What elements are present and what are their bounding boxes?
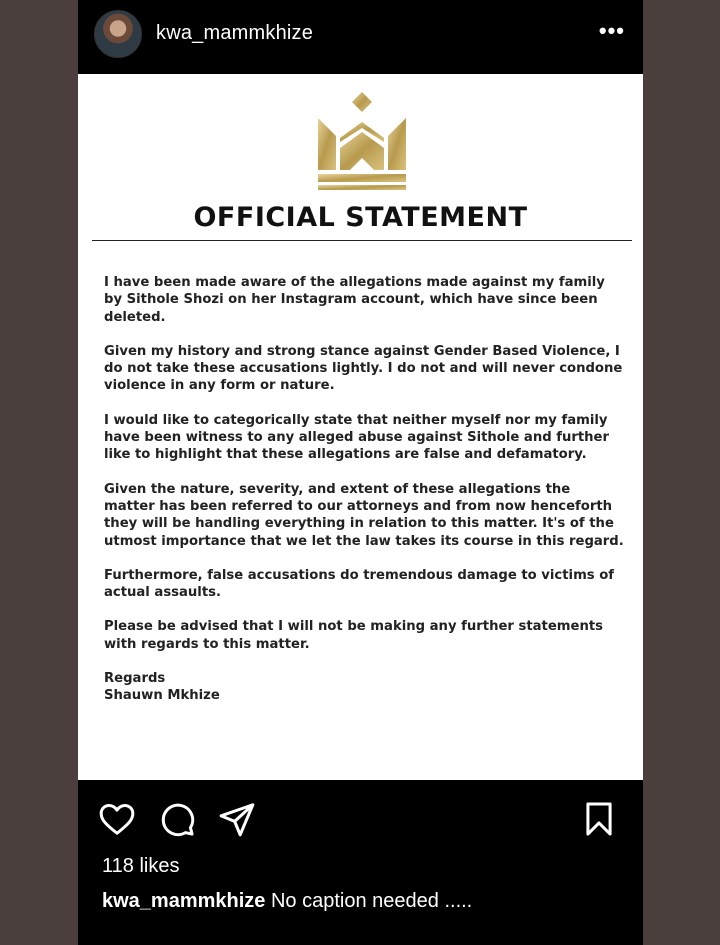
avatar[interactable] bbox=[94, 10, 142, 58]
header-username[interactable]: kwa_mammkhize bbox=[156, 22, 314, 44]
caption-username[interactable]: kwa_mammkhize bbox=[102, 890, 266, 912]
statement-signature: Shauwn Mkhize bbox=[104, 688, 220, 704]
statement-paragraph: I would like to categorically state that neither myself nor my family have been witness to any alleged abuse against Sithole and further like to highlight that these allegations are false and defamatory. bbox=[104, 412, 610, 463]
more-options-icon[interactable]: ••• bbox=[598, 18, 625, 43]
title-divider bbox=[92, 240, 632, 241]
statement-signoff: Regards bbox=[104, 671, 166, 687]
likes-count[interactable]: 118 likes bbox=[102, 855, 180, 877]
statement-paragraph: Given my history and strong stance against Gender Based Violence, I do not take these accusations lightly. I do not and will never condone violence in any form or nature. bbox=[104, 343, 623, 394]
statement-paragraph: Please be advised that I will not be making any further statements with regards to this matter. bbox=[104, 619, 604, 652]
crown-logo-icon bbox=[316, 92, 408, 196]
post-actions bbox=[78, 796, 643, 846]
post-header bbox=[78, 0, 643, 74]
statement-title: OFFICIAL STATEMENT bbox=[193, 202, 528, 233]
statement-paragraph: Given the nature, severity, and extent of these allegations the matter has been referred to our attorneys and from now henceforth they will be handling everything in relation to this matter. It's of the utmost importance that we let the law takes its course in this regard. bbox=[104, 481, 624, 549]
bookmark-icon[interactable] bbox=[580, 800, 618, 838]
statement-paragraph: I have been made aware of the allegations made against my family by Sithole Shozi on her Instagram account, which have since been deleted. bbox=[104, 275, 605, 325]
statement-paragraph: Furthermore, false accusations do tremendous damage to victims of actual assaults. bbox=[104, 567, 615, 601]
comment-icon[interactable] bbox=[158, 800, 196, 838]
post-image bbox=[78, 74, 643, 780]
caption-text: No caption needed ..... bbox=[270, 890, 473, 912]
share-icon[interactable] bbox=[218, 800, 256, 838]
heart-icon[interactable] bbox=[98, 800, 136, 838]
instagram-post-screen bbox=[78, 0, 643, 945]
post-caption bbox=[102, 890, 472, 913]
statement-body bbox=[104, 274, 624, 705]
